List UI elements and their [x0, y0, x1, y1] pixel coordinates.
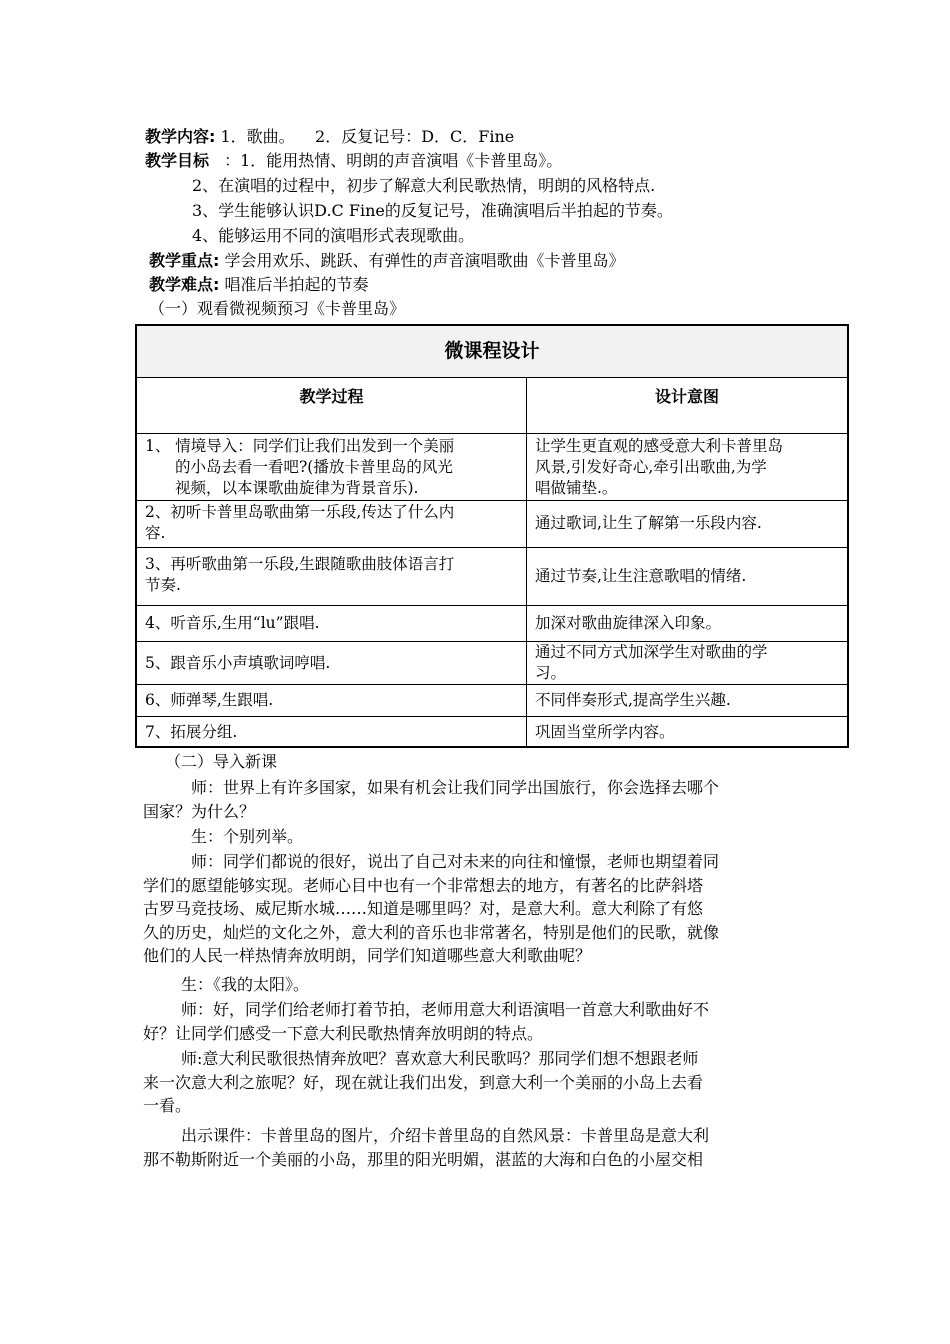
- paragraph-6: [143, 1047, 813, 1118]
- teaching-key: [149, 250, 625, 272]
- teaching-goal-2: 2、在演唱的过程中，初步了解意大利民歌热情，明朗的风格特点.: [192, 176, 656, 195]
- teaching-goal-text: ：1．能用热情、明朗的声音演唱《卡普里岛》。: [224, 151, 563, 170]
- row-1-intent-line-3: 唱做铺垫.。: [535, 479, 618, 497]
- teaching-goal-3: 3、学生能够认识D.C Fine的反复记号，准确演唱后半拍起的节奏。: [192, 201, 673, 220]
- row-1-intent-line-1: 让学生更直观的感受意大利卡普里岛: [535, 437, 784, 455]
- row-1-process-line-2: 的小岛去看一看吧?(播放卡普里岛的风光: [175, 458, 453, 476]
- paragraph-3: [143, 850, 813, 968]
- paragraph-2: [143, 825, 813, 849]
- paragraph-6-line-1: 师:意大利民歌很热情奔放吧？喜欢意大利民歌吗？那同学们想不想跟老师: [181, 1049, 699, 1068]
- teaching-goal: [145, 150, 562, 172]
- table-row-2-process: [145, 502, 454, 544]
- table-row-3-intent: 通过节奏,让生注意歌唱的情绪.: [535, 567, 747, 585]
- teaching-difficulty: [149, 274, 369, 296]
- row-1-intent-line-2: 风景,引发好奇心,牵引出歌曲,为学: [535, 458, 767, 476]
- paragraph-5: [143, 998, 813, 1045]
- row-divider: [137, 684, 847, 685]
- table-row-1-process: [145, 436, 454, 499]
- table-row-3-process: [145, 554, 454, 596]
- paragraph-1-line-1: 师：世界上有许多国家，如果有机会让我们同学出国旅行，你会选择去哪个: [191, 778, 720, 797]
- row-3-process-line-1: 3、再听歌曲第一乐段,生跟随歌曲肢体语言打: [145, 555, 455, 573]
- paragraph-7-line-1: 出示课件：卡普里岛的图片，介绍卡普里岛的自然风景：卡普里岛是意大利: [181, 1126, 710, 1145]
- paragraph-6-line-3: 一看。: [143, 1096, 192, 1115]
- paragraph-3-line-1: 师：同学们都说的很好，说出了自己对未来的向往和憧憬，老师也期望着同: [191, 852, 720, 871]
- paragraph-5-line-1: 师：好，同学们给老师打着节拍，老师用意大利语演唱一首意大利歌曲好不: [181, 1000, 710, 1019]
- table-row-5-intent: [535, 642, 768, 684]
- column-header-process: 教学过程: [299, 387, 364, 406]
- paragraph-1: [143, 776, 813, 823]
- teaching-difficulty-label: 教学难点:: [149, 275, 220, 294]
- teaching-content-label: 教学内容:: [145, 127, 216, 146]
- row-1-process-line-3: 视频，以本课歌曲旋律为背景音乐).: [175, 479, 419, 497]
- row-2-process-line-1: 2、初听卡普里岛歌曲第一乐段,传达了什么内: [145, 503, 455, 521]
- paragraph-3-line-5: 他们的人民一样热情奔放明朗，同学们知道哪些意大利歌曲呢？: [143, 946, 592, 965]
- teaching-key-label: 教学重点:: [149, 251, 220, 270]
- column-header-intent: 设计意图: [654, 387, 719, 406]
- paragraph-7: [143, 1124, 813, 1171]
- row-divider: [137, 433, 847, 434]
- paragraph-3-line-4: 久的历史，灿烂的文化之外，意大利的音乐也非常著名，特别是他们的民歌，就像: [143, 922, 720, 942]
- row-divider: [137, 500, 847, 501]
- row-2-process-line-2: 容.: [145, 524, 166, 542]
- row-divider: [137, 716, 847, 717]
- paragraph-2-line-1: 生：个别列举。: [191, 827, 304, 846]
- table-row-1-intent: [535, 436, 783, 499]
- teaching-content: [145, 126, 514, 148]
- section-heading-2: （二）导入新课: [165, 752, 278, 771]
- paragraph-6-line-2: 来一次意大利之旅呢？好，现在就让我们出发，到意大利一个美丽的小岛上去看: [143, 1072, 704, 1092]
- paragraph-1-line-2: 国家？为什么？: [143, 801, 256, 821]
- paragraph-7-line-2: 那不勒斯附近一个美丽的小岛，那里的阳光明媚，湛蓝的大海和白色的小屋交相: [143, 1149, 704, 1169]
- table-row-2-intent: 通过歌词,让生了解第一乐段内容.: [535, 514, 762, 532]
- row-5-intent-line-2: 习。: [535, 664, 567, 682]
- paragraph-5-line-2: 好？让同学们感受一下意大利民歌热情奔放明朗的特点。: [143, 1023, 544, 1043]
- paragraph-3-line-3: 古罗马竞技场、威尼斯水城……知道是哪里吗？对，是意大利。意大利除了有悠: [143, 899, 704, 918]
- teaching-goal-4: 4、能够运用不同的演唱形式表现歌曲。: [192, 226, 475, 245]
- teaching-content-text: 1．歌曲。 2．反复记号：D．C．Fine: [220, 127, 515, 146]
- row-1-process-line-1: 1、 情境导入：同学们让我们出发到一个美丽: [145, 437, 455, 455]
- row-divider: [137, 547, 847, 548]
- teaching-goal-label: 教学目标: [145, 151, 210, 170]
- paragraph-4: [143, 973, 813, 997]
- table-row-5-process: 5、跟音乐小声填歌词哼唱.: [145, 654, 331, 672]
- paragraph-4-line-1: 生：《我的太阳》。: [181, 975, 310, 994]
- table-row-4-process: 4、听音乐,生用“lu”跟唱.: [145, 614, 320, 632]
- table-row-4-intent: 加深对歌曲旋律深入印象。: [535, 614, 722, 632]
- row-divider: [137, 605, 847, 606]
- table-row-6-process: 6、师弹琴,生跟唱.: [145, 691, 274, 709]
- paragraph-3-line-2: 学们的愿望能够实现。老师心目中也有一个非常想去的地方，有著名的比萨斜塔: [143, 875, 704, 895]
- teaching-difficulty-text: 唱准后半拍起的节奏: [224, 275, 369, 294]
- section-heading-1: （一）观看微视频预习《卡普里岛》: [149, 299, 406, 318]
- micro-course-table: [135, 324, 849, 748]
- table-row-6-intent: 不同伴奏形式,提高学生兴趣.: [535, 691, 731, 709]
- row-5-intent-line-1: 通过不同方式加深学生对歌曲的学: [535, 643, 768, 661]
- table-row-7-process: 7、拓展分组.: [145, 723, 238, 741]
- table-title: 微课程设计: [137, 326, 847, 378]
- teaching-key-text: 学会用欢乐、跳跃、有弹性的声音演唱歌曲《卡普里岛》: [224, 251, 625, 270]
- table-row-7-intent: 巩固当堂所学内容。: [535, 723, 675, 741]
- row-3-process-line-2: 节奏.: [145, 576, 181, 594]
